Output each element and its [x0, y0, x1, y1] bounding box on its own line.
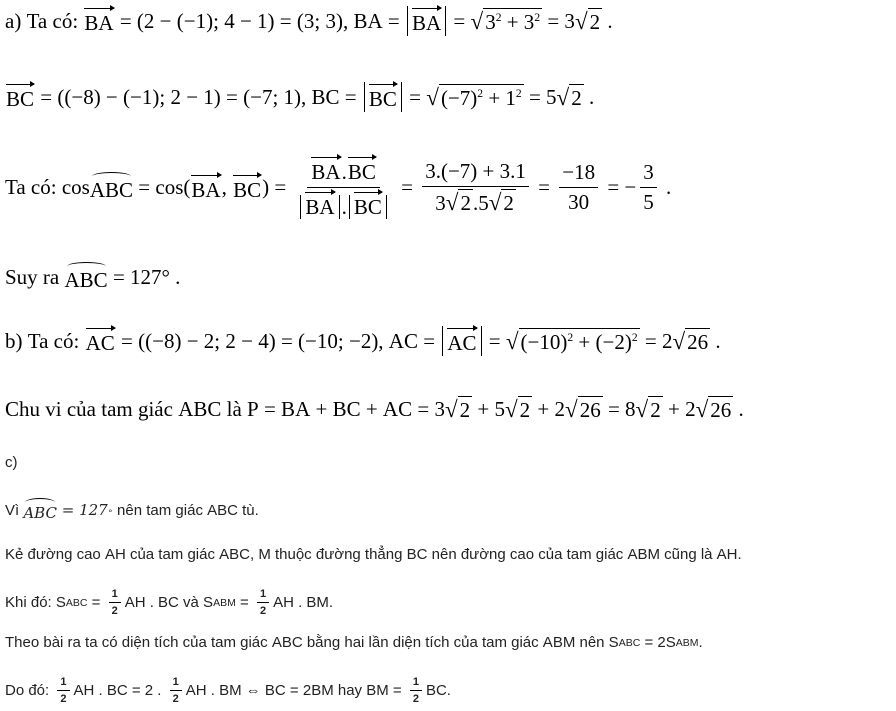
radical-sign: √: [488, 189, 502, 215]
math-text: + 2: [662, 397, 696, 421]
superscript: 2: [515, 87, 522, 100]
math-text: =: [403, 84, 427, 109]
radical-sign: √: [635, 396, 649, 422]
math-text: b) Ta có:: [5, 328, 85, 353]
denominator: [295, 188, 391, 220]
math-text: 1: [259, 588, 267, 600]
solution-line: [5, 676, 451, 705]
radical-sign: √: [504, 396, 518, 422]
math-text: 2: [60, 693, 67, 705]
square-root: [471, 8, 543, 35]
superscript: 2: [477, 87, 484, 100]
math-text: (−10): [520, 329, 568, 354]
math-text: .: [583, 84, 595, 109]
math-text: 30: [568, 190, 590, 214]
absolute-value: [442, 326, 481, 356]
math-text: = (2 − (−1); 4 − 1) = (3; 3), BA =: [114, 8, 405, 33]
solution-line: [5, 82, 594, 112]
subscript: ABM: [675, 636, 699, 649]
solution-line: [5, 396, 744, 423]
square-root: [575, 8, 602, 35]
angle: ABC: [90, 172, 133, 203]
vector: BA: [412, 6, 441, 36]
superscript: ∘: [107, 506, 113, 515]
denominator: [410, 691, 422, 705]
math-text: nên tam giác ABC tù.: [112, 501, 259, 519]
vector: BA: [191, 173, 220, 203]
radicand: [483, 8, 542, 35]
math-text: 2: [460, 191, 471, 215]
solution-line: [5, 634, 703, 651]
radicand: [519, 328, 640, 355]
fraction: [170, 676, 182, 705]
fraction: [422, 159, 529, 216]
denominator: [109, 603, 121, 617]
numerator: [170, 676, 182, 691]
math-text: .: [602, 8, 613, 33]
square-root: [636, 396, 663, 423]
vector: AC: [447, 326, 476, 356]
math-text: 2: [172, 693, 179, 705]
radical-sign: √: [470, 7, 484, 34]
radical-sign: √: [445, 189, 459, 215]
math-text: .: [710, 328, 721, 353]
numerator: [640, 160, 657, 188]
math-text: Do đó:: [5, 682, 54, 699]
math-text: Theo bài ra ta có diện tích của tam giác ABC bằng hai lần diện tích của tam giác ABM nên S: [5, 634, 619, 651]
radicand: [648, 396, 663, 423]
superscript: 2: [631, 331, 638, 344]
radicand: [458, 189, 473, 216]
vector: BC: [348, 155, 376, 185]
numerator: [257, 588, 269, 603]
solution-line: [5, 454, 18, 471]
fraction: [257, 588, 269, 617]
denominator: [432, 187, 519, 216]
denominator: [640, 188, 657, 215]
fraction: [559, 160, 598, 215]
math-text: .: [341, 160, 347, 184]
math-italic: = 127: [56, 501, 108, 519]
math-text: .: [733, 397, 744, 421]
fraction: [109, 588, 121, 617]
math-text: a) Ta có:: [5, 8, 84, 33]
square-root: [445, 396, 472, 423]
math-text: 3: [435, 191, 446, 215]
vector: BA: [311, 155, 340, 185]
math-text: = 2: [639, 328, 673, 353]
solution-line: [5, 326, 721, 356]
math-text: 2: [503, 191, 514, 215]
math-text: + (−2): [573, 329, 632, 354]
math-text: = 8: [602, 397, 636, 421]
math-text: 2: [571, 85, 582, 110]
math-text: −18: [562, 160, 596, 184]
math-text: 1: [412, 676, 419, 688]
math-text: .: [698, 634, 703, 651]
absolute-value: [300, 195, 339, 219]
math-text: 1: [111, 588, 118, 600]
numerator: [410, 676, 422, 691]
radical-sign: √: [695, 396, 709, 422]
math-text: 26: [687, 329, 709, 354]
radical-sign: √: [565, 396, 578, 422]
numerator: [109, 588, 121, 603]
math-text: AH . BM.: [273, 594, 334, 611]
fraction: [295, 155, 391, 220]
radical-sign: √: [444, 396, 458, 422]
solution-line: [5, 155, 671, 220]
radicand: [569, 84, 584, 111]
math-text: c): [5, 454, 18, 471]
math-text: = ((−8) − (−1); 2 − 1) = (−7; 1), BC =: [35, 84, 362, 109]
math-text: Ta có: cos: [5, 175, 90, 199]
solution-line: [5, 588, 333, 617]
math-text: AH . BC và S: [124, 594, 214, 611]
denominator: [257, 603, 269, 617]
math-text: =: [448, 8, 471, 33]
radicand: [439, 84, 524, 111]
fraction: [410, 676, 422, 705]
subscript: ABC: [65, 596, 88, 609]
math-text: 2: [259, 605, 267, 617]
math-text: 5: [643, 190, 654, 214]
denominator: [170, 691, 182, 705]
vector: BC: [369, 82, 397, 112]
square-root: [672, 328, 710, 355]
math-text: 1: [172, 676, 179, 688]
radical-sign: √: [505, 327, 519, 354]
math-text: = ((−8) − 2; 2 − 4) = (−10; −2), AC =: [115, 328, 441, 353]
math-text: =: [483, 328, 506, 353]
fraction: [640, 160, 657, 215]
radicand: [501, 189, 516, 216]
math-text: = 127° .: [107, 265, 181, 289]
math-text: ,: [221, 175, 233, 199]
math-text: =: [532, 175, 556, 199]
math-text: = cos(: [133, 175, 191, 199]
math-text: Khi đó: S: [5, 594, 66, 611]
vector: BA: [84, 6, 113, 36]
solution-line: [5, 262, 180, 293]
math-text: BC.: [425, 682, 451, 699]
radicand: [685, 328, 710, 355]
math-text: 3: [485, 9, 496, 34]
angle: ABC: [23, 498, 57, 522]
math-text: = 2S: [640, 634, 676, 651]
angle: ABC: [65, 262, 108, 293]
math-text: Chu vi của tam giác ABC là P = BA + BC + AC = 3: [5, 397, 445, 421]
subscript: ABM: [213, 596, 236, 609]
math-text: 2: [111, 605, 118, 617]
radical-sign: √: [574, 7, 588, 34]
numerator: [559, 160, 598, 188]
math-text: 2: [650, 398, 661, 422]
radical-sign: √: [672, 327, 686, 354]
math-text: .: [341, 195, 347, 219]
subscript: ABC: [618, 636, 641, 649]
math-text: =: [235, 594, 253, 611]
math-text: = 3: [542, 8, 575, 33]
solution-line: [5, 6, 613, 36]
vector: BC: [354, 190, 382, 220]
radicand: [458, 396, 473, 423]
math-text: (−7): [440, 85, 478, 110]
math-text: 2: [519, 398, 531, 422]
denominator: [57, 691, 69, 705]
square-root: [506, 328, 640, 355]
math-text: Suy ra: [5, 265, 65, 289]
vector: BC: [233, 173, 261, 203]
math-text: Kẻ đường cao AH của tam giác ABC, M thuộc đường thẳng BC nên đường cao của tam giác ABM cũng là AH.: [5, 546, 742, 563]
superscript: 2: [495, 11, 502, 24]
math-text: .: [660, 175, 672, 199]
math-text: .5: [472, 191, 489, 215]
superscript: 2: [567, 331, 574, 344]
vector: BC: [6, 82, 34, 112]
math-text: 2: [459, 398, 471, 422]
radicand: [588, 8, 603, 35]
absolute-value: [407, 6, 446, 36]
square-root: [565, 396, 603, 423]
numerator: [57, 676, 69, 691]
math-text: 2: [589, 9, 601, 34]
math-text: = −: [602, 175, 637, 199]
radicand: [708, 396, 733, 423]
math-text: =: [87, 594, 105, 611]
math-text: + 2: [532, 397, 566, 421]
math-text: 26: [710, 398, 732, 422]
superscript: 2: [534, 11, 541, 24]
radicand: [578, 396, 603, 423]
math-text: + 5: [472, 397, 505, 421]
square-root: [489, 189, 516, 216]
radical-sign: √: [426, 83, 439, 110]
math-text: AH . BC = 2 .: [73, 682, 166, 699]
square-root: [696, 396, 734, 423]
square-root: [426, 84, 523, 111]
radicand: [518, 396, 533, 423]
math-text: AH . BM ⇔ BC = 2BM hay BM =: [185, 682, 406, 699]
denominator: [565, 188, 592, 215]
math-text: =: [395, 175, 419, 199]
math-text: = 5: [523, 84, 557, 109]
math-text: + 1: [483, 85, 516, 110]
vector: BA: [305, 190, 334, 220]
solution-line: [5, 546, 742, 563]
math-text: 26: [579, 398, 601, 422]
numerator: [307, 155, 379, 188]
math-text: 2: [412, 693, 419, 705]
fraction: [57, 676, 69, 705]
absolute-value: [349, 195, 387, 219]
absolute-value: [364, 82, 402, 112]
square-root: [505, 396, 532, 423]
math-text: Vì: [5, 501, 24, 519]
math-text: 3.(−7) + 3.1: [425, 159, 526, 183]
math-text: + 3: [501, 9, 535, 34]
square-root: [446, 189, 473, 216]
square-root: [557, 84, 584, 111]
numerator: [422, 159, 529, 187]
math-text: ) =: [262, 175, 292, 199]
radical-sign: √: [556, 83, 570, 110]
solution-line: [5, 498, 259, 522]
math-text: 1: [60, 676, 67, 688]
vector: AC: [86, 326, 115, 356]
math-text: 3: [643, 160, 654, 184]
